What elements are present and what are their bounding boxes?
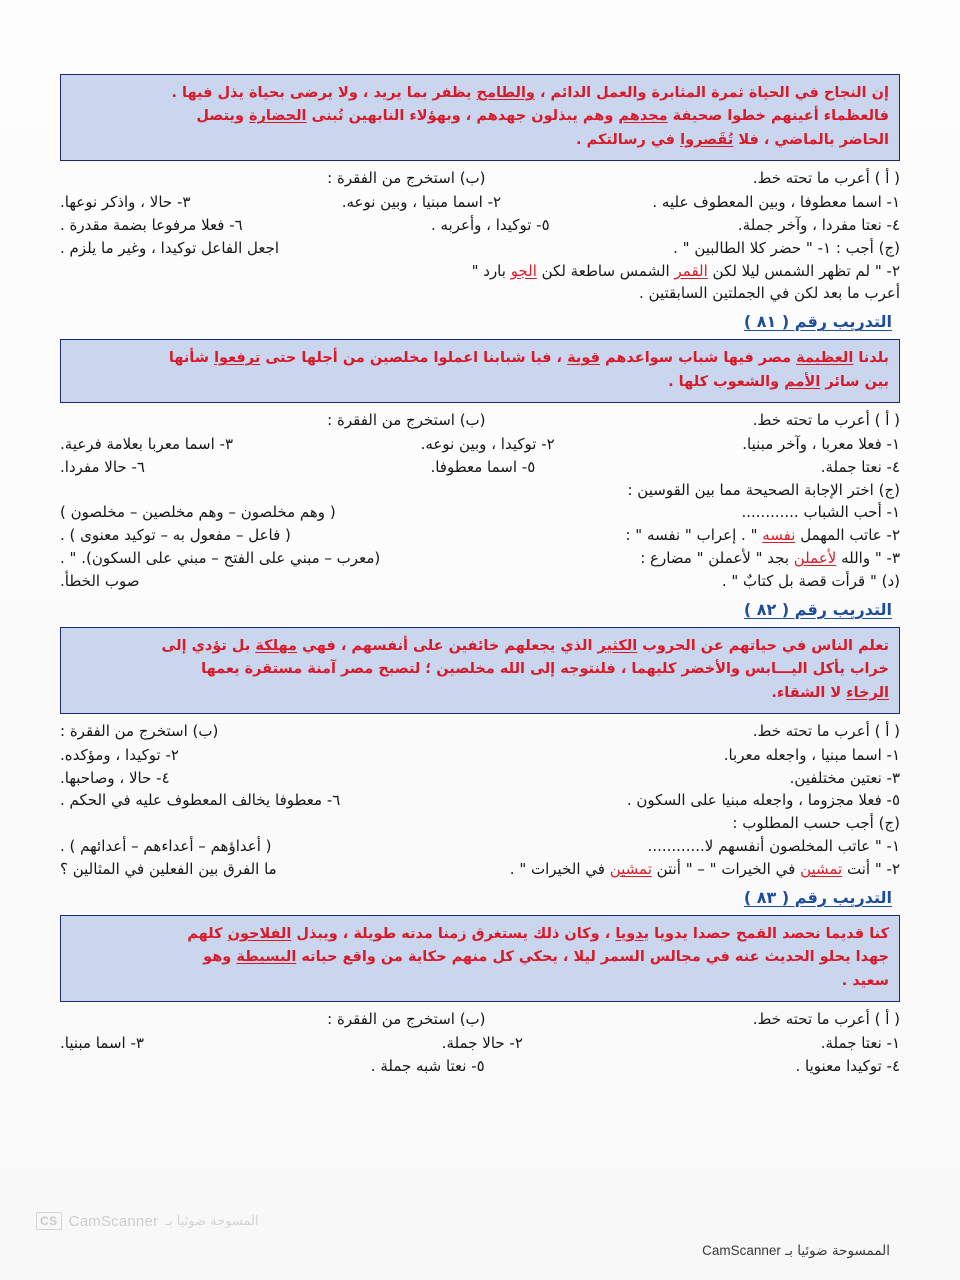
part-b-label: (ب) استخرج من الفقرة : [327,169,486,188]
passage-line: بلدنا العظيمة مصر فيها شباب سواعدهم قوية ، فيا شبابنا اعملوا مخلصين من أجلها حتى ترفعوا شأنها [168,350,889,367]
part-c-instruction: ما الفرق بين الفعلين في المثالين ؟ [60,859,277,878]
question-item: ٣- نعتين مختلفين. [789,768,900,787]
question-item: ٥- فعلا مجزوما ، واجعله مبنيا على السكون . [626,791,900,810]
questions-82 [60,720,900,881]
part-c-prompt: ٢- " أنت تمشين في الخيرات " – " أنتن تمشين في الخيرات " . [509,859,900,878]
question-item: ٥- نعتا شبه جملة . [370,1056,485,1075]
choice-row [60,835,900,858]
part-d-instruction: صوب الخطأ. [60,571,140,590]
part-c-label: (ج) أجب حسب المطلوب : [732,814,900,833]
question-item: ٥- توكيدا ، وأعربه . [430,216,550,235]
camscanner-watermark-left [36,1212,259,1230]
underlined-word: الجو [510,261,537,280]
passage-box-82 [60,627,900,714]
part-a-label: ( أ ) أعرب ما تحته خط. [752,411,900,430]
questions-83 [60,1008,900,1077]
question-item: ٦- فعلا مرفوعا بضمة مقدرة . [60,216,243,235]
part-d-prompt: (د) " قرأت قصة بل كتابٌ " . [721,571,900,590]
choice-prompt: ١- أحب الشباب ............ [741,503,900,522]
exercise-block-80 [60,74,900,305]
question-item: ٤- نعتا جملة. [820,457,900,476]
part-b-label: (ب) استخرج من الفقرة : [327,411,486,430]
underlined-word: لأعملن [793,548,837,567]
underlined-word: الرخاء [846,684,889,701]
part-c-item-2-row [60,858,900,881]
part-b-label: (ب) استخرج من الفقرة : [60,722,219,741]
worksheet-content [60,74,900,1079]
underlined-word: مجدهم [618,108,668,125]
passage-line: الرخاء لا الشقاء. [771,684,889,701]
underlined-word: ترفعوا [214,350,261,367]
choice-row [60,547,900,570]
passage-box-80 [60,74,900,161]
camscanner-brand: CamScanner [68,1212,159,1230]
exercise-heading-82: التدريب رقم ( ٨٢ ) [743,599,892,619]
question-item: ٦- حالا مفردا. [60,457,145,476]
choice-options: ( فاعل – مفعول به – توكيد معنوى ) . [60,526,291,545]
part-c-label: (ج) اختر الإجابة الصحيحة مما بين القوسين : [627,480,900,499]
question-item: ٤- توكيدا معنويا . [795,1056,900,1075]
question-item: ٤- حالا ، وصاحبها. [60,768,170,787]
passage-box-81 [60,339,900,403]
passage-box-83 [60,915,900,1002]
question-item: ١- اسما معطوفا ، وبين المعطوف عليه . [652,193,900,212]
questions-81 [60,409,900,592]
underlined-word: الحضارة [249,108,307,125]
exercise-heading-83: التدريب رقم ( ٨٣ ) [743,887,892,907]
camscanner-logo-icon: CS [36,1212,62,1230]
underlined-word: الأمم [784,373,821,390]
underlined-word: يدويا [615,925,650,942]
question-item: ١- نعتا جملة. [820,1033,900,1052]
part-a-label: ( أ ) أعرب ما تحته خط. [752,1010,900,1029]
part-c-item-3: أعرب ما بعد لكن في الجملتين السابقتين . [639,284,900,303]
underlined-word: تمشين [609,859,652,878]
passage-line: كنا قديما نحصد القمح حصدا يدويا يدويا ، وكان ذلك يستغرق زمنا مدته طويلة ، ويبذل الفلاحون كلهم [187,925,889,942]
exercise-block-83 [60,915,900,1078]
question-item: ٢- توكيدا ، وبين نوعه. [420,435,555,453]
passage-line: فالعظماء أعينهم خطوا صحيفة مجدهم وهم يبذلون جهدهم ، وبهؤلاء النابهين تُبنى الحضارة ويتصل [196,108,889,125]
choice-row [60,501,900,524]
question-item: ٤- نعتا مفردا ، وآخر جملة. [737,216,900,235]
passage-line: بين سائر الأمم والشعوب كلها . [668,373,889,390]
choice-options: ( وهم مخلصون – وهم مخلصين – مخلصون ) [60,503,336,522]
underlined-word: العظيمة [796,350,854,367]
exercise-heading-81: التدريب رقم ( ٨١ ) [743,312,892,332]
passage-line: إن النجاح في الحياة ثمرة المثابرة والعمل الدائم ، والطامح يظفر بما يريد ، ولا يرضى بحياة يذل فيها . [171,85,889,101]
question-item: ٦- معطوفا يخالف المعطوف عليه في الحكم . [60,791,341,810]
part-c-instruction: اجعل الفاعل توكيدا ، وغير ما يلزم . [60,238,280,257]
choice-options: (معرب – مبني على الفتح – مبني على السكون). " . [60,548,381,567]
underlined-word: والطامح [476,85,535,101]
camscanner-brand: CamScanner [702,1243,781,1258]
choice-row [60,524,900,547]
part-a-label: ( أ ) أعرب ما تحته خط. [752,722,900,741]
question-item: ٢- اسما مبنيا ، وبين نوعه. [341,193,502,212]
underlined-word: قوية [567,350,600,367]
passage-line: خراب يأكل اليـــابس والأخضر كليهما ، فلنتوجه إلى الله مخلصين ؛ لتصبح مصر آمنة مستقرة يعمها [201,661,889,678]
underlined-word: مهلكة [255,637,298,654]
part-c-item-2: ٢- " لم تظهر الشمس ليلا لكن القمر الشمس ساطعة لكن الجو بارد " [471,261,900,280]
underlined-word: البسيطة [236,949,297,966]
underlined-word: تُقَصروا [680,131,734,148]
question-item: ١- اسما مبنيا ، واجعله معربا. [723,745,900,764]
underlined-word: تمشين [800,859,843,878]
question-item: ١- فعلا معربا ، وآخر مبنيا. [742,435,900,453]
choice-prompt: ٢- عاتب المهمل نفسه " . إعراب " نفسه " : [625,526,900,545]
part-c-prompt: (ج) أجب : ١- " حضر كلا الطالبين " . [673,238,900,257]
question-item: ٥- اسما معطوفا. [430,457,536,476]
underlined-word: الكثير [597,637,638,654]
question-item: ٣- حالا ، واذكر نوعها. [60,193,191,212]
underlined-word: نفسه [762,526,796,545]
choice-options: ( أعداؤهم – أعداءهم – أعدائهم ) . [60,837,272,856]
underlined-word: القمر [674,261,708,280]
choice-prompt: ٣- " والله لأعملن بجد " لأعملن " مضارع : [640,548,900,567]
exercise-block-81 [60,339,900,592]
question-item: ٣- اسما مبنيا. [60,1033,144,1052]
passage-line: جهدا يحلو الحديث عنه في مجالس السمر ليلا ، يحكي كل منهم حكاية من واقع حياته البسيطة وهو [203,949,889,966]
choice-prompt: ١- " عاتب المخلصون أنفسهم لا............ [647,837,900,856]
passage-line: سعيد . [841,972,889,989]
question-item: ٢- توكيدا ، ومؤكده. [60,745,179,764]
passage-line: الحاضر بالماضي ، فلا تُقَصروا في رسالتكم . [576,131,889,148]
camscanner-arabic-label: الممسوحة ضوئيا بـ [785,1243,890,1259]
part-d-row [60,570,900,593]
part-b-label: (ب) استخرج من الفقرة : [327,1010,486,1029]
camscanner-watermark-bottom [702,1243,890,1259]
questions-80 [60,167,900,305]
underlined-word: الفلاحون [227,925,292,942]
passage-line: تعلم الناس في حياتهم عن الحروب الكثير الذي يجعلهم خائفين على أنفسهم ، فهي مهلكة بل تؤدي إلى [161,637,889,654]
question-item: ٢- حالا جملة. [441,1033,523,1052]
exercise-block-82 [60,627,900,881]
camscanner-arabic-label: المسوحة ضوئيا بـ [165,1213,259,1229]
part-a-label: ( أ ) أعرب ما تحته خط. [752,169,900,188]
question-item: ٣- اسما معربا بعلامة فرعية. [60,435,234,453]
